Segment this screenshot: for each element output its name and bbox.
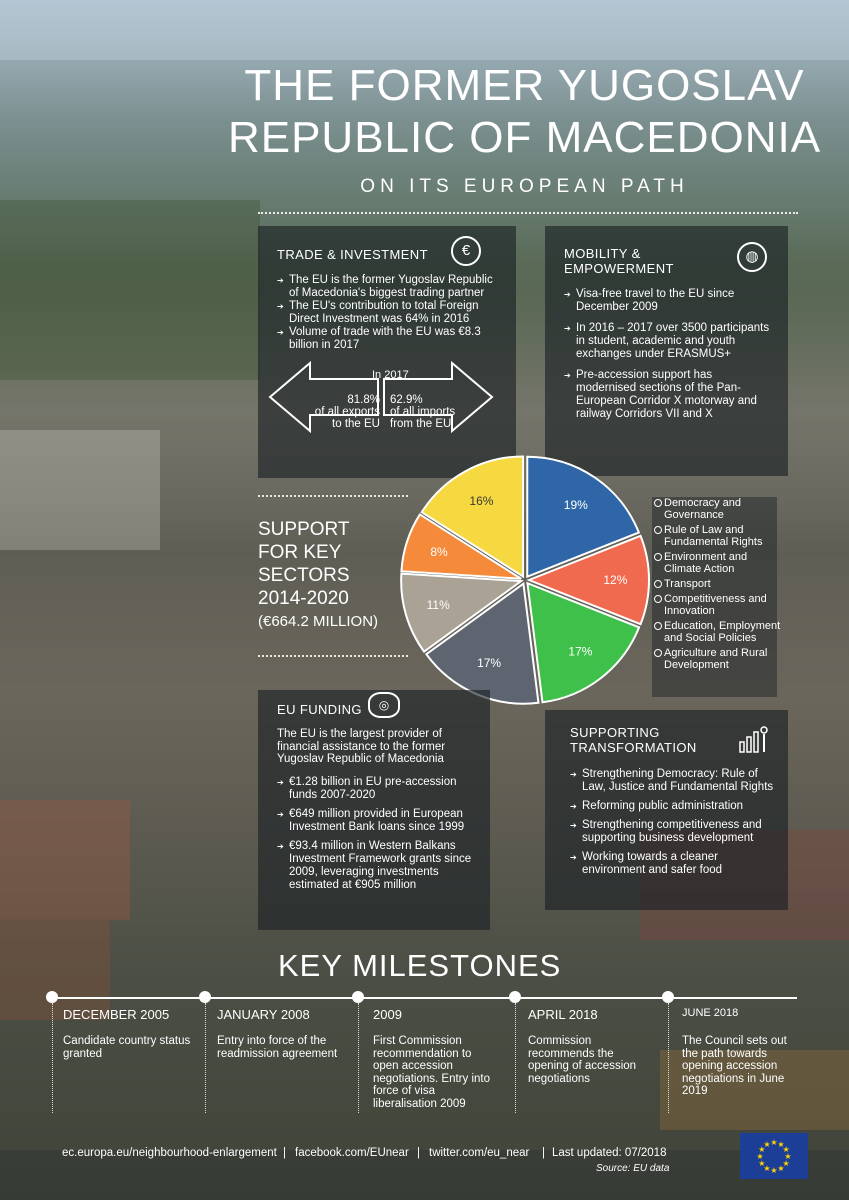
pie-slice-label: 19%: [563, 498, 588, 513]
milestone-divider: [205, 1003, 206, 1113]
footer-separator: |: [542, 1147, 545, 1159]
milestone-dot: [509, 991, 521, 1003]
sectors-title-line: FOR KEY: [258, 542, 342, 563]
eu-star-icon: ★: [777, 1164, 785, 1174]
milestone-text: Candidate country status granted: [63, 1035, 191, 1060]
milestone-divider: [52, 1003, 53, 1113]
mobility-bullets: [564, 288, 774, 421]
imports-stat: [390, 394, 470, 430]
trade-heading: TRADE & INVESTMENT: [277, 247, 428, 262]
mobility-panel: [545, 226, 788, 476]
footer-separator: |: [283, 1147, 286, 1159]
milestones-heading: KEY MILESTONES: [278, 948, 562, 983]
legend-item: Agriculture and Rural Development: [654, 647, 784, 671]
milestone-divider: [515, 1003, 516, 1113]
bar-chart-person-icon: [738, 726, 770, 754]
transformation-heading-line2: TRANSFORMATION: [570, 740, 697, 755]
eu-stars-icon: [740, 1133, 808, 1179]
pie-slice-label: 8%: [430, 545, 448, 560]
exports-label: of all exports: [314, 406, 380, 418]
imports-label: of all imports: [390, 406, 456, 418]
eu-star-icon: ★: [777, 1139, 785, 1149]
mobility-bullet: ➔ In 2016 – 2017 over 3500 participants in student, academic and youth exchanges under ERASMUS+: [564, 322, 774, 361]
legend-item: Democracy and Governance: [654, 497, 784, 521]
milestone-date: JUNE 2018: [682, 1007, 739, 1019]
imports-label-2: from the EU: [390, 418, 452, 430]
footer-link-website[interactable]: ec.europa.eu/neighbourhood-enlargement: [62, 1147, 277, 1159]
footer-source: Source: EU data: [596, 1163, 670, 1174]
sectors-divider-top: [258, 495, 408, 497]
funding-bullets: [277, 776, 482, 892]
page-title-line1: THE FORMER YUGOSLAV: [244, 61, 805, 110]
milestone-date: JANUARY 2008: [217, 1007, 310, 1022]
pie-slice-label: 12%: [603, 573, 628, 587]
eu-star-icon: ★: [763, 1139, 771, 1149]
eu-star-icon: ★: [763, 1164, 771, 1174]
milestone-divider: [358, 1003, 359, 1113]
trade-bullet: ➔ The EU is the former Yugoslav Republic of Macedonia's biggest trading partner: [277, 274, 499, 300]
legend-item: Transport: [654, 578, 784, 590]
exports-value: 81.8%: [347, 394, 380, 406]
milestone-date: 2009: [373, 1007, 402, 1022]
eu-star-icon: ★: [756, 1152, 764, 1161]
pie-slice-label: 17%: [477, 655, 502, 670]
legend-item: Rule of Law and Fundamental Rights: [654, 524, 784, 548]
funding-intro: The EU is the largest provider of financial assistance to the former Yugoslav Republic of Macedonia: [277, 728, 446, 765]
footer-link-facebook[interactable]: facebook.com/EUnear: [295, 1147, 409, 1159]
transformation-bullet: ➔ Working towards a cleaner environment and safer food: [570, 851, 775, 877]
funding-bullet: ➔ €1.28 billion in EU pre-accession funds 2007-2020: [277, 776, 482, 802]
milestone-text: The Council sets out the path towards opening accession negotiations in June 2019: [682, 1035, 787, 1097]
milestone-text: First Commission recommendation to open accession negotiations. Entry into force of visa liberalisation 2009: [373, 1035, 490, 1110]
sector-pie-chart: [400, 455, 650, 705]
funding-bullet: ➔ €649 million provided in European Investment Bank loans since 1999: [277, 808, 482, 834]
transformation-bullet: ➔ Strengthening competitiveness and supporting business development: [570, 819, 775, 845]
legend-item: Education, Employment and Social Policies: [654, 620, 784, 644]
eu-star-icon: ★: [782, 1159, 790, 1168]
pie-slice-label: 17%: [568, 644, 593, 659]
euro-cycle-icon: €: [451, 236, 481, 266]
globe-icon: ◍: [737, 242, 767, 272]
milestone-dot: [352, 991, 364, 1003]
trade-investment-panel: [258, 226, 516, 478]
sectors-divider-bottom: [258, 655, 408, 657]
milestone-text: Entry into force of the readmission agreement: [217, 1035, 338, 1060]
sectors-title-line: SUPPORT: [258, 519, 350, 540]
page-title-line2: REPUBLIC OF MACEDONIA: [227, 113, 822, 162]
trade-year: In 2017: [372, 369, 409, 381]
transformation-heading-line1: SUPPORTING: [570, 725, 660, 740]
sectors-title: [258, 518, 378, 633]
page-subtitle: ON ITS EUROPEAN PATH: [360, 176, 689, 197]
sectors-title-line: 2014-2020: [258, 588, 349, 609]
transformation-bullet: ➔ Strengthening Democracy: Rule of Law, Justice and Fundamental Rights: [570, 768, 775, 794]
transformation-heading: [570, 725, 697, 755]
mobility-heading-line2: EMPOWERMENT: [564, 261, 674, 276]
mobility-heading-line1: MOBILITY &: [564, 246, 641, 261]
footer-last-updated: Last updated: 07/2018: [552, 1147, 667, 1159]
footer-separator: |: [417, 1147, 420, 1159]
transformation-bullet: ➔ Reforming public administration: [570, 800, 775, 813]
milestone-dot: [46, 991, 58, 1003]
milestone-date: APRIL 2018: [528, 1007, 598, 1022]
legend-item: Environment and Climate Action: [654, 551, 784, 575]
milestone-dot: [199, 991, 211, 1003]
pie-slice-label: 16%: [469, 493, 494, 508]
funding-bullet: ➔ €93.4 million in Western Balkans Investment Framework grants since 2009, leveraging investments estimated at €905 million: [277, 840, 482, 892]
milestone-text: Commission recommends the opening of accession negotiations: [528, 1035, 637, 1085]
trade-bullet: ➔ Volume of trade with the EU was €8.3 billion in 2017: [277, 326, 499, 352]
milestone-date: DECEMBER 2005: [63, 1007, 170, 1022]
title-divider: [258, 212, 798, 214]
milestone-divider: [668, 1003, 669, 1113]
pie-slice-label: 11%: [426, 598, 450, 613]
sectors-title-line: SECTORS: [258, 565, 350, 586]
mobility-heading: [564, 246, 674, 276]
eu-star-icon: ★: [758, 1145, 766, 1154]
exports-stat: [302, 394, 380, 430]
eu-star-icon: ★: [784, 1152, 792, 1161]
eu-flag-logo: [740, 1133, 808, 1179]
transformation-panel: [545, 710, 788, 910]
eu-star-icon: ★: [782, 1145, 790, 1154]
eu-star-icon: ★: [758, 1159, 766, 1168]
legend-item: Competitiveness and Innovation: [654, 593, 784, 617]
eu-star-icon: ★: [770, 1166, 778, 1175]
mobility-bullet: ➔ Pre-accession support has modernised sections of the Pan-European Corridor X motorway and railway Corridors VII and X: [564, 369, 774, 421]
exports-label-2: to the EU: [332, 418, 380, 430]
milestone-dot: [662, 991, 674, 1003]
footer-link-twitter[interactable]: twitter.com/eu_near: [429, 1147, 530, 1159]
eu-star-icon: ★: [770, 1138, 778, 1147]
mobility-bullet: ➔ Visa-free travel to the EU since December 2009: [564, 288, 774, 314]
transformation-bullets: [570, 768, 775, 877]
milestones-timeline: [52, 997, 797, 999]
trade-bullet: ➔ The EU's contribution to total Foreign Direct Investment was 64% in 2016: [277, 300, 499, 326]
coins-icon: ◎: [368, 692, 400, 718]
trade-bullets: [277, 274, 499, 352]
sectors-title-amount: (€664.2 MILLION): [258, 613, 379, 630]
funding-heading: EU FUNDING: [277, 702, 362, 717]
eu-funding-panel: [258, 690, 490, 930]
imports-value: 62.9%: [390, 394, 423, 406]
